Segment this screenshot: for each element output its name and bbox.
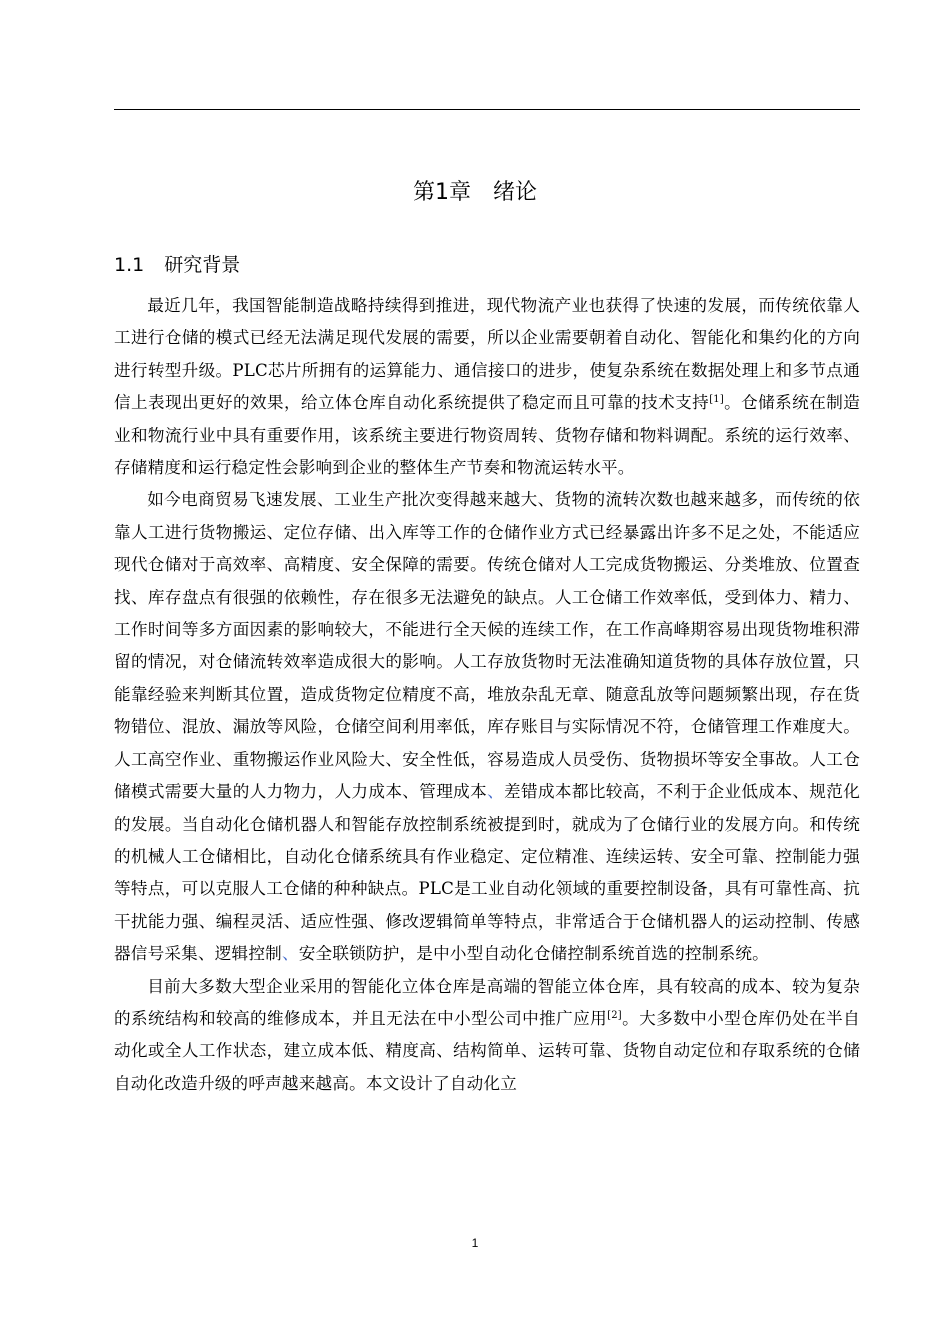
header-rule (114, 109, 860, 110)
body-text (114, 290, 860, 1100)
chapter-name: 绪论 (492, 180, 537, 205)
citation-2[interactable]: [2] (607, 1009, 622, 1021)
page-number: 1 (471, 1236, 479, 1250)
paragraph-1: 最近几年，我国智能制造战略持续得到推进，现代物流产业也获得了快速的发展，而传统依靠人工进行仓储的模式已经无法满足现代发展的需要，所以企业需要朝着自动化、智能化和集约化的方向进行转型升级。PLC芯片所拥有的运算能力、通信接口的进步，使复杂系统在数据处理上和多节点通信上表现出更好的效果，给立体仓库自动化系统提供了稳定而且可靠的技术支持[1]。仓储系统在制造业和物流行业中具有重要作用，该系统主要进行物资周转、货物存储和物料调配。系统的运行效率、存储精度和运行稳定性会影响到企业的整体生产节奏和物流运转水平。 (114, 296, 860, 478)
section-number: 1.1 (114, 254, 145, 276)
chapter-number: 第1章 (412, 180, 471, 205)
edit-mark: 、 (281, 944, 299, 964)
section-heading (114, 250, 240, 280)
edit-mark: 、 (487, 782, 505, 802)
paragraph-3: 目前大多数大型企业采用的智能化立体仓库是高端的智能立体仓库，具有较高的成本、较为复杂的系统结构和较高的维修成本，并且无法在中小型公司中推广应用[2]。大多数中小型仓库仍处在半自动化或全人工作状态，建立成本低、精度高、结构简单、运转可靠、货物自动定位和存取系统的仓储自动化改造升级的呼声越来越高。本文设计了自动化立 (114, 976, 860, 1093)
chapter-title (0, 176, 950, 210)
citation-1[interactable]: [1] (709, 394, 724, 406)
section-title: 研究背景 (164, 254, 241, 276)
paragraph-2: 如今电商贸易飞速发展、工业生产批次变得越来越大、货物的流转次数也越来越多，而传统的依靠人工进行货物搬运、定位存储、出入库等工作的仓储作业方式已经暴露出许多不足之处，不能适应现代仓储对于高效率、高精度、安全保障的需要。传统仓储对人工完成货物搬运、分类堆放、位置查找、库存盘点有很强的依赖性，存在很多无法避免的缺点。人工仓储工作效率低，受到体力、精力、工作时间等多方面因素的影响较大，不能进行全天候的连续工作，在工作高峰期容易出现货物堆积滞留的情况，对仓储流转效率造成很大的影响。人工存放货物时无法准确知道货物的具体存放位置，只能靠经验来判断其位置，造成货物定位精度不高，堆放杂乱无章、随意乱放等问题频繁出现，存在货物错位、混放、漏放等风险，仓储空间利用率低，库存账目与实际情况不符，仓储管理工作难度大。人工高空作业、重物搬运作业风险大、安全性低，容易造成人员受伤、货物损坏等安全事故。人工仓储模式需要大量的人力物力，人力成本、管理成本、差错成本都比较高，不利于企业低成本、规范化的发展。当自动化仓储机器人和智能存放控制系统被提到时，就成为了仓储行业的发展方向。和传统的机械人工仓储相比，自动化仓储系统具有作业稳定、定位精准、连续运转、安全可靠、控制能力强等特点，可以克服人工仓储的种种缺点。PLC是工业自动化领域的重要控制设备，具有可靠性高、抗干扰能力强、编程灵活、适应性强、修改逻辑简单等特点，非常适合于仓储机器人的运动控制、传感器信号采集、逻辑控制、安全联锁防护，是中小型自动化仓储控制系统首选的控制系统。 (114, 490, 860, 964)
